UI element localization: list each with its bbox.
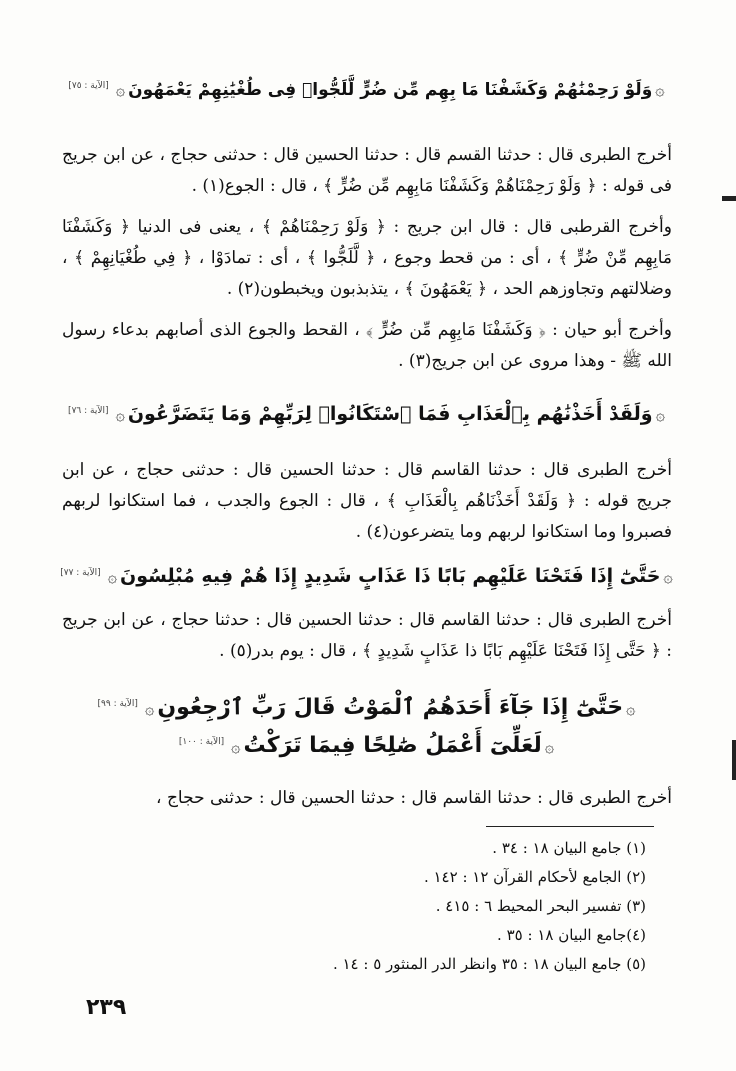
paragraph: أخرج الطبرى قال : حدثنا القسم قال : حدثنا الحسين قال : حدثنى حجاج ، عن ابن جريج فى قوله : ﴿ وَلَوْ رَحِمْنَاهُمْ وَكَشَفْنَا مَابِهِم مِّن ضُرٍّ ﴾ ، قال : الجوع(١) . [62, 145, 672, 196]
margin-mark [722, 196, 736, 201]
verse-reference: [الآية : ١٠٠] [178, 736, 225, 747]
quran-verse-77 [60, 565, 676, 587]
footnotes [200, 834, 646, 979]
footnote-item: (٣) تفسير البحر المحيط ٦ : ٤١٥ . [435, 897, 646, 915]
quran-verse-100 [60, 733, 676, 758]
footnote-item: (١) جامع البيان ١٨ : ٣٤ . [492, 839, 646, 857]
ornament-icon: ۞ [655, 405, 665, 424]
ornament-icon: ۞ [663, 567, 673, 586]
quran-verse-76 [60, 403, 676, 425]
footnote-divider [486, 826, 654, 827]
verse-text: حَتَّىٰٓ إِذَا فَتَحْنَا عَلَيْهِم بَابًا ذَا عَذَابٍ شَدِيدٍ إِذَا هُمْ فِيهِ مُبْلِسُونَ [120, 565, 661, 587]
paragraph: وأخرج أبو حيان : ﴿ وَكَشَفْنَا مَابِهِم مِّن ضُرٍّ ﴾ ، القحط والجوع الذى أصابهم بدعاء رسول الله ﷺ - وهذا مروى عن ابن جريج(٣) . [62, 320, 672, 371]
ornament-icon: ۞ [655, 80, 665, 99]
ornament-icon: ۞ [107, 567, 118, 586]
ornament-icon: ۞ [115, 405, 125, 424]
ornament-icon: ۞ [231, 737, 241, 756]
verse-text: وَلَوْ رَحِمْنَٰهُمْ وَكَشَفْنَا مَا بِهِم مِّن ضُرٍّ لَّلَجُّوا۟ فِى طُغْيَٰنِهِمْ يَعْمَهُونَ [128, 80, 653, 100]
page-number: ٢٣٩ [86, 995, 127, 1020]
ornament-icon: ۞ [144, 699, 155, 718]
verse-reference: [الآية : ٧٧] [60, 567, 101, 578]
footnote-item: (٢) الجامع لأحكام القرآن ١٢ : ١٤٢ . [423, 868, 646, 886]
paragraph: أخرج الطبرى قال : حدثنا القاسم قال : حدثنا الحسين قال : حدثنى حجاج ، عن ابن جريج قوله : ﴿ وَلَقَدْ أَخَذْنَاهُم بِالْعَذَابِ ﴾ ، قال : الجوع والجدب ، فما استكانوا لربهم فصبروا وما استكانوا لربهم وما يتضرعون(٤) . [62, 460, 672, 542]
paragraph: أخرج الطبرى قال : حدثنا القاسم قال : حدثنا الحسين قال : حدثنا حجاج ، عن ابن جريج : ﴿ حَتَّى إِذَا فَتَحْنَا عَلَيْهِم بَابًا ذا عَذَابٍ شَدِيدٍ ﴾ ، قال : يوم بدر(٥) . [62, 610, 672, 661]
verse-reference: [الآية : ٧٥] [68, 81, 109, 92]
footnote-item: (٤)جامع البيان ١٨ : ٣٥ . [497, 926, 646, 944]
paragraph: وأخرج القرطبى قال : قال ابن جريج : ﴿ وَلَوْ رَحِمْنَاهُمْ ﴾ ، يعنى فى الدنيا ﴿ وَكَشَفْنَا مَابِهِم مِّنْ ضُرٍّ ﴾ ، أى : من قحط وجوع ، ﴿ لَّلَجُّوا ﴾ ، أى : تمادَوْا ، ﴿ فِي طُغْيَانِهِمْ ﴾ ، وضلالتهم وتجاوزهم الحد ، ﴿ يَعْمَهُونَ ﴾ ، يتذبذبون ويخبطون(٢) . [62, 217, 672, 299]
verse-text: حَتَّىٰٓ إِذَا جَآءَ أَحَدَهُمُ ٱلْمَوْتُ قَالَ رَبِّ ٱرْجِعُونِ [157, 695, 624, 720]
commentary-block-2 [62, 455, 672, 548]
verse-reference: [الآية : ٧٦] [68, 405, 109, 416]
ornament-icon: ۞ [626, 699, 636, 718]
quran-verse-99 [60, 695, 676, 720]
commentary-block-4 [62, 783, 672, 814]
verse-text: لَعَلِّىٓ أَعْمَلُ صَٰلِحًا فِيمَا تَرَكْتُ [243, 733, 542, 758]
verse-reference: [الآية : ٩٩] [97, 698, 138, 709]
footnote-item: (٥) جامع البيان ١٨ : ٣٥ وانظر الدر المنثور ٥ : ١٤ . [332, 955, 646, 973]
ornament-icon: ۞ [115, 80, 126, 99]
margin-mark [732, 740, 736, 780]
commentary-block-3 [62, 605, 672, 667]
ornament-icon: ۞ [544, 737, 555, 756]
quran-verse-75 [60, 80, 676, 100]
commentary-block-1 [62, 140, 672, 377]
paragraph: أخرج الطبرى قال : حدثنا القاسم قال : حدثنا الحسين قال : حدثنى حجاج ، [156, 788, 672, 808]
verse-text: وَلَقَدْ أَخَذْنَٰهُم بِٱلْعَذَابِ فَمَا ٱسْتَكَانُوا۟ لِرَبِّهِمْ وَمَا يَتَضَرَّعُونَ [127, 403, 653, 425]
